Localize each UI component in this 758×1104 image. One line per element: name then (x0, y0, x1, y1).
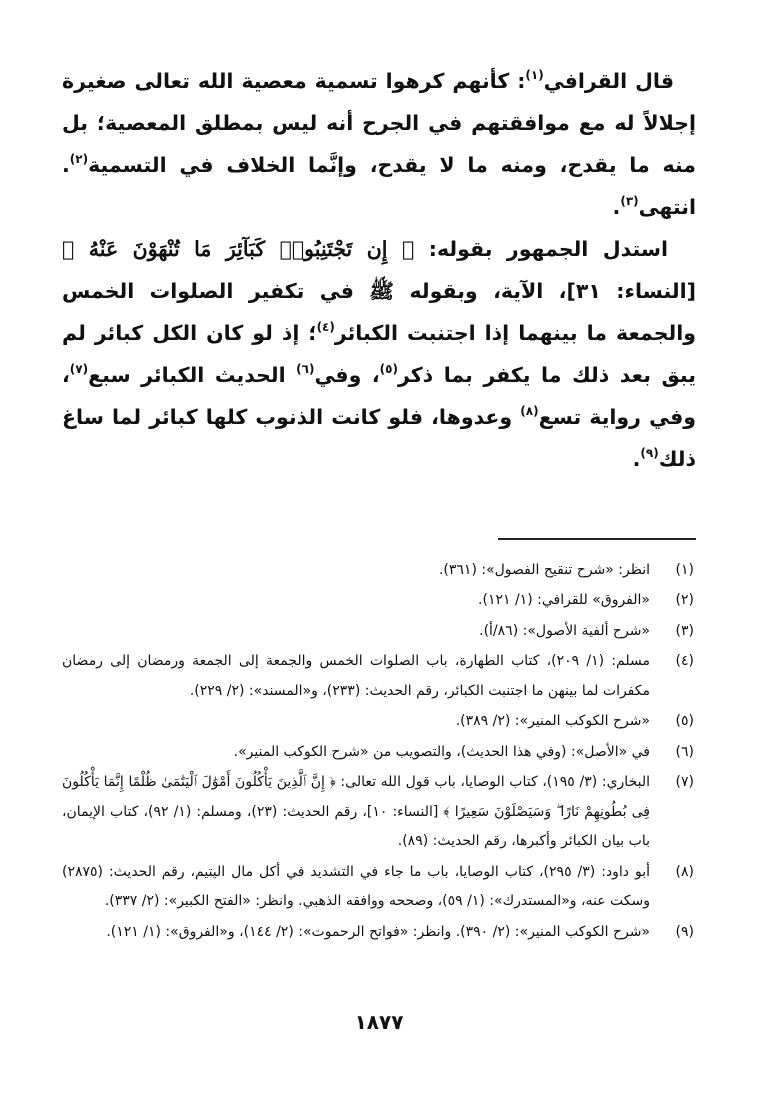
paragraph-qarafi: قال القرافي$^{(١)}$: كأنهم كرهوا تسمية معصية الله تعالى صغيرة إجلالاً له مع موافقتهم في الجرح أنه ليس بمطلق المعصية؛ بل منه ما يقدح، ومنه ما لا يقدح، وإنَّما الخلاف في التسمية$^{(٢)}$. انتهى$^{(٣)}$. (62, 68, 696, 219)
footnote-text: في «الأصل»: (وفي هذا الحديث)، والتصويب من «شرح الكوكب المنير». (233, 743, 650, 760)
page-number: ١٨٧٧ (354, 1010, 404, 1034)
main-text (62, 60, 696, 480)
footnote-ref-7[interactable]: (٧) (69, 362, 89, 376)
footnote-number: (٩) (675, 923, 694, 940)
quran-verse: ﴿ إِن تَجْتَنِبُوا۟ كَبَآئِرَ مَا تُنْهَوْنَ عَنْهُ ﴾ (62, 237, 415, 261)
footnote-text: أبو داود: (٣/ ٢٩٥)، كتاب الوصايا، باب ما جاء في التشديد في أكل مال اليتيم، رقم الحديث: (٢٨٧٥) وسكت عنه، و«المستدرك»: (١/ ٥٩)، وصححه ووافقه الذهبي. وانظر: «الفتح الكبير»: (٢/ ٣٣٧). (62, 863, 651, 909)
footnote-ref-2[interactable]: (٢) (69, 152, 89, 166)
footnote-number: (٥) (675, 713, 694, 729)
footnote-text: «شرح الكوكب المنير»: (٢/ ٣٨٩). (455, 713, 650, 729)
footnote-number: (٢) (675, 592, 694, 608)
footnote-ref-5[interactable]: (٥) (379, 362, 398, 376)
footnote (62, 768, 696, 857)
footnote-separator (498, 538, 696, 540)
footnote-number: (٧) (675, 774, 694, 790)
footnote-text: «شرح ألفية الأصول»: (٨٦/أ). (479, 622, 650, 639)
footnote (62, 858, 696, 917)
footnote (62, 586, 696, 616)
footnote-number: (١) (675, 561, 694, 578)
footnotes (62, 556, 696, 948)
footnote (62, 707, 696, 737)
footnote (62, 556, 696, 586)
book-page (62, 60, 696, 1060)
footnote-text: انظر: «شرح تنقيح الفصول»: (٣٦١). (438, 561, 650, 578)
footnote-text: «الفروق» للقرافي: (١/ ١٢١). (478, 592, 650, 608)
footnote-ref-9[interactable]: (٩) (640, 446, 659, 460)
footnote-text: مسلم: (١/ ٢٠٩)، كتاب الطهارة، باب الصلوات الخمس والجمعة إلى الجمعة ورمضان إلى رمضان مكفرات لما بينهن ما اجتنبت الكبائر، رقم الحديث: (٢٣٣)، و«المسند»: (٢/ ٢٢٩). (62, 653, 650, 699)
footnote-number: (٨) (675, 863, 694, 880)
footnote (62, 738, 696, 768)
footnote (62, 918, 696, 948)
footnote-ref-6[interactable]: (٦) (296, 362, 315, 376)
paragraph-jumhur: استدل الجمهور بقوله: ﴿ إِن تَجْتَنِبُوا۟ كَبَآئِرَ مَا تُنْهَوْنَ عَنْهُ ﴾ [النساء: ٣١]، الآية، وبقوله ﷺ في تكفير الصلوات الخمس والجمعة ما بينهما إذا اجتنبت الكبائر$^{(٤)}$؛ إذ لو كان الكل كبائر لم يبق بعد ذلك ما يكفر بما ذكر$^{(٥)}$، وفي$^{(٦)}$ الحديث الكبائر سبع$^{(٧)}$، وفي رواية تسع$^{(٨)}$ وعدوها، فلو كانت الذنوب كلها كبائر لما ساغ ذلك$^{(٩)}$. (62, 237, 696, 471)
footnote (62, 617, 696, 647)
footnote-number: (٣) (675, 622, 694, 639)
footnote-ref-3[interactable]: (٣) (620, 194, 639, 208)
footnote-ref-1[interactable]: (١) (525, 68, 544, 82)
footnote-number: (٦) (675, 743, 694, 760)
footnote-ref-4[interactable]: (٤) (316, 320, 335, 334)
footnote-text: «شرح الكوكب المنير»: (٢/ ٣٩٠). وانظر: «فواتح الرحموت»: (٢/ ١٤٤)، و«الفروق»: (١/ ١٢١). (106, 923, 650, 940)
footnote-ref-8[interactable]: (٨) (520, 404, 539, 418)
footnote-number: (٤) (675, 653, 694, 669)
footnote (62, 647, 696, 706)
footnote-text: البخاري: (٣/ ١٩٥)، كتاب الوصايا، باب قول الله تعالى: ﴿ إِنَّ ٱلَّذِينَ يَأْكُلُونَ أَمْوَٰلَ ٱلْيَتَٰمَىٰ ظُلْمًا إِنَّمَا يَأْكُلُونَ فِى بُطُونِهِمْ نَارًا ۖ وَسَيَصْلَوْنَ سَعِيرًا ﴾ [النساء: ١٠]، رقم الحديث: (٢٣)، ومسلم: (١/ ٩٢)، كتاب الإيمان، باب بيان الكبائر وأكبرها، رقم الحديث: (٨٩). (62, 774, 651, 849)
